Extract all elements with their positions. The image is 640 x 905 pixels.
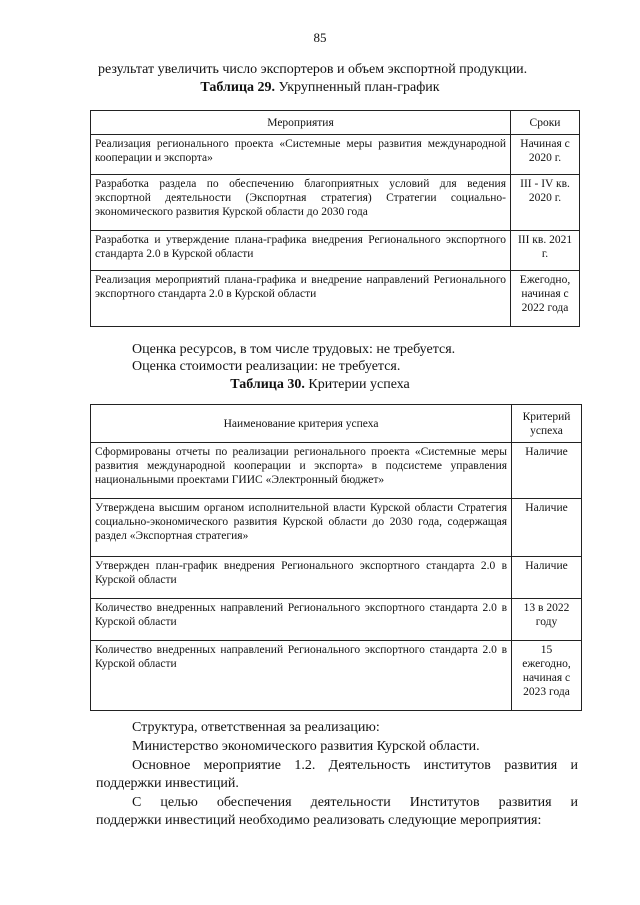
- table30-row4-criterion: Количество внедренных направлений Регионального экспортного стандарта 2.0 в Курской области: [91, 599, 512, 641]
- table30-row4-value: 13 в 2022 году: [512, 599, 582, 641]
- intro-line: результат увеличить число экспортеров и объем экспортной продукции.: [98, 62, 528, 77]
- table29-row1-activity: Реализация регионального проекта «Системные меры развития международной кооперации и экспорта»: [91, 135, 511, 175]
- table30-caption-title: Критерии успеха: [304, 377, 410, 392]
- table29-row4-term: Ежегодно, начиная с 2022 года: [511, 271, 580, 327]
- table30: [90, 404, 582, 711]
- measure-line-2: поддержки инвестиций.: [96, 776, 239, 791]
- table30-row2-criterion: Утверждена высшим органом исполнительной власти Курской области Стратегия социально-экономического развития Курской области до 2030 года, содержащая раздел «Экспортная стратегия»: [91, 499, 512, 557]
- table29-caption-title: Укрупненный план-график: [275, 80, 440, 95]
- purpose-line-1: С целью обеспечения деятельности Институтов развития и: [132, 795, 578, 810]
- table29-header-activities: Мероприятия: [91, 111, 511, 135]
- resources-line: Оценка ресурсов, в том числе трудовых: не требуется.: [132, 342, 456, 357]
- table29-caption-number: Таблица 29.: [200, 80, 276, 95]
- table29-caption: [0, 79, 640, 96]
- table29-row4-activity: Реализация мероприятий плана-графика и внедрение направлений Регионального экспортного стандарта 2.0 в Курской области: [91, 271, 511, 327]
- ministry-line: Министерство экономического развития Курской области.: [132, 739, 480, 754]
- table29-header-terms: Сроки: [511, 111, 580, 135]
- table29-row2-activity: Разработка раздела по обеспечению благоприятных условий для ведения экспортной деятельности (Экспортная стратегия) Стратегии социально-экономического развития Курской области до 2030 года: [91, 175, 511, 231]
- table29-row3-term: III кв. 2021 г.: [511, 231, 580, 271]
- table30-header-criterion: Наименование критерия успеха: [91, 405, 512, 443]
- structure-line: Структура, ответственная за реализацию:: [132, 720, 380, 735]
- table30-row3-criterion: Утвержден план-график внедрения Регионального экспортного стандарта 2.0 в Курской области: [91, 557, 512, 599]
- table30-header-value: Критерий успеха: [512, 405, 582, 443]
- table30-row2-value: Наличие: [512, 499, 582, 557]
- table29-row1-term: Начиная с 2020 г.: [511, 135, 580, 175]
- table29-row3-activity: Разработка и утверждение плана-графика внедрения Регионального экспортного стандарта 2.0 в Курской области: [91, 231, 511, 271]
- table30-row3-value: Наличие: [512, 557, 582, 599]
- table30-row1-value: Наличие: [512, 443, 582, 499]
- table30-caption-number: Таблица 30.: [230, 377, 305, 392]
- table30-row1-criterion: Сформированы отчеты по реализации регионального проекта «Системные меры развития международной кооперации и экспорта» в подсистеме управления национальными проектами ГИИС «Электронный бюджет»: [91, 443, 512, 499]
- measure-line-1: Основное мероприятие 1.2. Деятельность институтов развития и: [132, 758, 578, 773]
- table29: [90, 110, 580, 327]
- purpose-line-2: поддержки инвестиций необходимо реализовать следующие мероприятия:: [96, 813, 542, 828]
- table29-row2-term: III - IV кв. 2020 г.: [511, 175, 580, 231]
- cost-line: Оценка стоимости реализации: не требуется.: [132, 359, 401, 374]
- table30-row5-value: 15 ежегодно, начиная с 2023 года: [512, 641, 582, 711]
- table30-row5-criterion: Количество внедренных направлений Регионального экспортного стандарта 2.0 в Курской области: [91, 641, 512, 711]
- page-number: 85: [313, 30, 327, 45]
- table30-caption: [0, 376, 640, 393]
